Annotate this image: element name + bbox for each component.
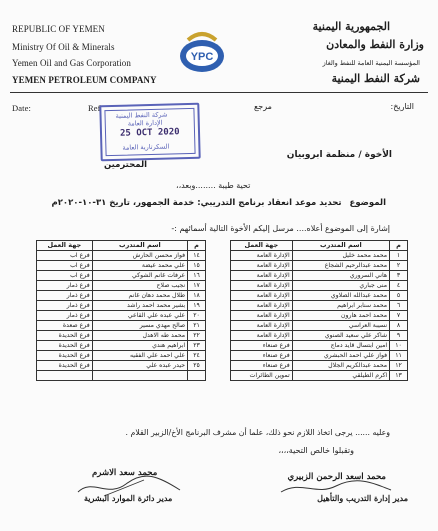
- header-ar-line-3: المؤسسة اليمنية العامة للنفط والغاز: [322, 59, 420, 67]
- cell-number: ٥: [390, 291, 408, 301]
- table-row: [231, 291, 408, 301]
- table-row: [37, 301, 206, 311]
- table-row: [37, 291, 206, 301]
- cell-number: ١٧: [188, 281, 206, 291]
- ref-left-label: Ref: [88, 103, 101, 113]
- cell-number: ١٣: [390, 371, 408, 381]
- trainees-table-left: [36, 240, 206, 381]
- cell-name: عرفات غانم الشوكي: [92, 271, 187, 281]
- signature-left-title: مدير دائرة الموارد البشرية: [84, 493, 173, 503]
- cell-name: علي محمد عيضة: [92, 261, 187, 271]
- cell-number: ٤: [390, 281, 408, 291]
- closing-line-2: وتقبلوا خالص التحية،،،،: [278, 446, 354, 455]
- subject-line: [51, 198, 386, 208]
- cell-name: منى جباري: [292, 281, 389, 291]
- cell-name: محمد احمد هارون: [292, 311, 389, 321]
- table-row: [231, 341, 408, 351]
- cell-dept: فرع الحديدة: [37, 331, 93, 341]
- table-row: [231, 311, 408, 321]
- respected-label: المحترمين: [104, 160, 148, 170]
- cell-name: شاكر علي سعيد الصنوي: [292, 331, 389, 341]
- cell-dept: فرع الحديدة: [37, 351, 93, 361]
- logo-text: YPC: [190, 51, 214, 63]
- cell-dept: فرع ذمار: [37, 281, 93, 291]
- cell-dept: فرع صنعاء: [231, 361, 293, 371]
- table-row: [37, 311, 206, 321]
- ref-right-label: مرجع: [254, 102, 272, 111]
- subject-text: تحديد موعد انعقاد برنامج التدريبي: خدمة الجمهور، تاريخ ٣١-١٠-٢٠٢٠م: [51, 198, 342, 208]
- cell-dept: فرع ذمار: [37, 291, 93, 301]
- cell-number: ١٩: [188, 301, 206, 311]
- cell-dept: فرع ذمار: [37, 301, 93, 311]
- cell-number: ٢١: [188, 321, 206, 331]
- table-row: [231, 321, 408, 331]
- cell-dept: تموين الطائرات: [231, 371, 293, 381]
- cell-name: محمد محمد خليل: [292, 251, 389, 261]
- cell-number: ٢٣: [188, 341, 206, 351]
- cell-dept: فرع الحديدة: [37, 341, 93, 351]
- col-header-dept: جهة العمل: [37, 241, 93, 251]
- cell-dept: فرع صنعاء: [231, 341, 293, 351]
- cell-name: محمد سنابر ابراهيم: [292, 301, 389, 311]
- table-row: [231, 361, 408, 371]
- cell-number: ١٥: [188, 261, 206, 271]
- cell-dept: الإدارة العامة: [231, 281, 293, 291]
- cell-number: ٣: [390, 271, 408, 281]
- cell-number: ٩: [390, 331, 408, 341]
- cell-dept: الإدارة العامة: [231, 301, 293, 311]
- table-row: [37, 261, 206, 271]
- cell-number: ١٢: [390, 361, 408, 371]
- table-row: [37, 281, 206, 291]
- table-row: [231, 331, 408, 341]
- company-logo: [176, 26, 228, 78]
- col-header-dept: جهة العمل: [231, 241, 293, 251]
- cell-name: محمد طه الاهدل: [92, 331, 187, 341]
- cell-name: طلال محمد دهان غانم: [92, 291, 187, 301]
- table-row: [231, 301, 408, 311]
- table-row: [37, 351, 206, 361]
- cell-dept: الإدارة العامة: [231, 311, 293, 321]
- header-ar-line-2: وزارة النفط والمعادن: [326, 38, 424, 51]
- cell-number: ١٠: [390, 341, 408, 351]
- cell-dept: فرع اب: [37, 271, 93, 281]
- subject-label: الموضوع: [349, 198, 386, 208]
- cell-dept: فرع ذمار: [37, 311, 93, 321]
- col-header-name: اسم المتدرب: [92, 241, 187, 251]
- cell-number: ٢٠: [188, 311, 206, 321]
- cell-name: فواز محسن الحارش: [92, 251, 187, 261]
- cell-dept: فرع صنعاء: [231, 351, 293, 361]
- trainees-table-right: [230, 240, 408, 381]
- cell-name: نسيبة العراسي: [292, 321, 389, 331]
- stamp-line-2: الإدارة العامة: [127, 118, 163, 128]
- signature-right-name: محمد اسعد الرحمن الزبيري: [287, 472, 386, 482]
- cell-dept: الإدارة العامة: [231, 251, 293, 261]
- table-row: [37, 341, 206, 351]
- cell-name: محمد عبدالله الصلاوي: [292, 291, 389, 301]
- cell-name: حيدر عبده علي: [92, 361, 187, 371]
- table-row: [231, 351, 408, 361]
- cell-number: ١٤: [188, 251, 206, 261]
- table-row: [231, 271, 408, 281]
- cell-number: ٢٥: [188, 361, 206, 371]
- cell-name: [92, 371, 187, 381]
- stamp-line-1: شركة النفط اليمنية: [115, 110, 168, 120]
- stamp-date: 25 OCT 2020: [119, 127, 180, 139]
- cell-number: ١٦: [188, 271, 206, 281]
- cell-name: علي عبده علي القاعي: [92, 311, 187, 321]
- cell-name: امين ابتسال قايد دماج: [292, 341, 389, 351]
- cell-dept: الإدارة العامة: [231, 271, 293, 281]
- cell-number: ٨: [390, 321, 408, 331]
- cell-name: محمد عبدالرحيم الشجاع: [292, 261, 389, 271]
- cell-name: نجيب صلاح: [92, 281, 187, 291]
- table-row: [37, 251, 206, 261]
- cell-dept: [37, 371, 93, 381]
- addressee: الأخوة / منظمة ابروبيان: [286, 150, 392, 160]
- cell-dept: فرع اب: [37, 251, 93, 261]
- col-header-number: م: [188, 241, 206, 251]
- cell-number: ١٨: [188, 291, 206, 301]
- cell-name: محمد عبدالكريم الجلال: [292, 361, 389, 371]
- header-en-line-2: Ministry Of Oil & Minerals: [12, 42, 115, 52]
- header-en-line-4: YEMEN PETROLEUM COMPANY: [12, 75, 157, 85]
- cell-name: اكرم الطيلقي: [292, 371, 389, 381]
- table-row: [231, 261, 408, 271]
- cell-number: ١: [390, 251, 408, 261]
- signature-right-title: مدير إدارة التدريب والتأهيل: [317, 493, 408, 503]
- cell-name: علي احمد علي الفقيه: [92, 351, 187, 361]
- cell-dept: فرع صعدة: [37, 321, 93, 331]
- intro-text: إشارة إلى الموضوع أعلاه.... مرسل إليكم الأخوة التالية أسمائهم :-: [171, 224, 390, 233]
- table-row: [37, 361, 206, 371]
- cell-number: ٦: [390, 301, 408, 311]
- signature-left-name: محمد سعد الاشرم: [92, 468, 158, 478]
- received-stamp: [99, 103, 200, 162]
- cell-number: ١١: [390, 351, 408, 361]
- header-rule: [10, 92, 428, 93]
- cell-dept: الإدارة العامة: [231, 261, 293, 271]
- cell-name: هاني السروري: [292, 271, 389, 281]
- table-row: [37, 321, 206, 331]
- cell-number: ٢٤: [188, 351, 206, 361]
- greeting: تحية طيبة ........وبعد،،: [176, 181, 251, 190]
- header-ar-line-4: شركة النفط اليمنية: [331, 72, 420, 85]
- cell-name: بشير محمد احمد راشد: [92, 301, 187, 311]
- cell-name: ابراهيم هندي: [92, 341, 187, 351]
- table-row: [37, 331, 206, 341]
- table-row: [231, 251, 408, 261]
- cell-number: [188, 371, 206, 381]
- ypc-logo-icon: [176, 26, 228, 78]
- date-left-label: Date:: [12, 103, 31, 113]
- cell-dept: الإدارة العامة: [231, 291, 293, 301]
- cell-name: صالح مهدي مسير: [92, 321, 187, 331]
- col-header-number: م: [390, 241, 408, 251]
- stamp-line-3: السكرتارية العامة: [122, 142, 170, 152]
- cell-name: فواز علي احمد الحبشري: [292, 351, 389, 361]
- closing-line-1: وعليه ...... يرجى اتخاذ اللازم نحو ذلك، علما أن مشرف البرنامج الأخ/الزبير القلام .: [125, 428, 390, 437]
- date-right-label: التاريخ:: [390, 102, 414, 111]
- cell-dept: فرع الحديدة: [37, 361, 93, 371]
- col-header-name: اسم المتدرب: [292, 241, 389, 251]
- table-row: [37, 371, 206, 381]
- table-row: [231, 281, 408, 291]
- cell-number: ٢٢: [188, 331, 206, 341]
- cell-number: ٢: [390, 261, 408, 271]
- header-ar-line-1: الجمهورية اليمنية: [312, 20, 390, 33]
- cell-number: ٧: [390, 311, 408, 321]
- header-en-line-3: Yemen Oil and Gas Corporation: [12, 58, 131, 68]
- cell-dept: فرع اب: [37, 261, 93, 271]
- header-en-line-1: REPUBLIC OF YEMEN: [12, 24, 105, 34]
- table-row: [231, 371, 408, 381]
- table-row: [37, 271, 206, 281]
- cell-dept: الإدارة العامة: [231, 331, 293, 341]
- cell-dept: الإدارة العامة: [231, 321, 293, 331]
